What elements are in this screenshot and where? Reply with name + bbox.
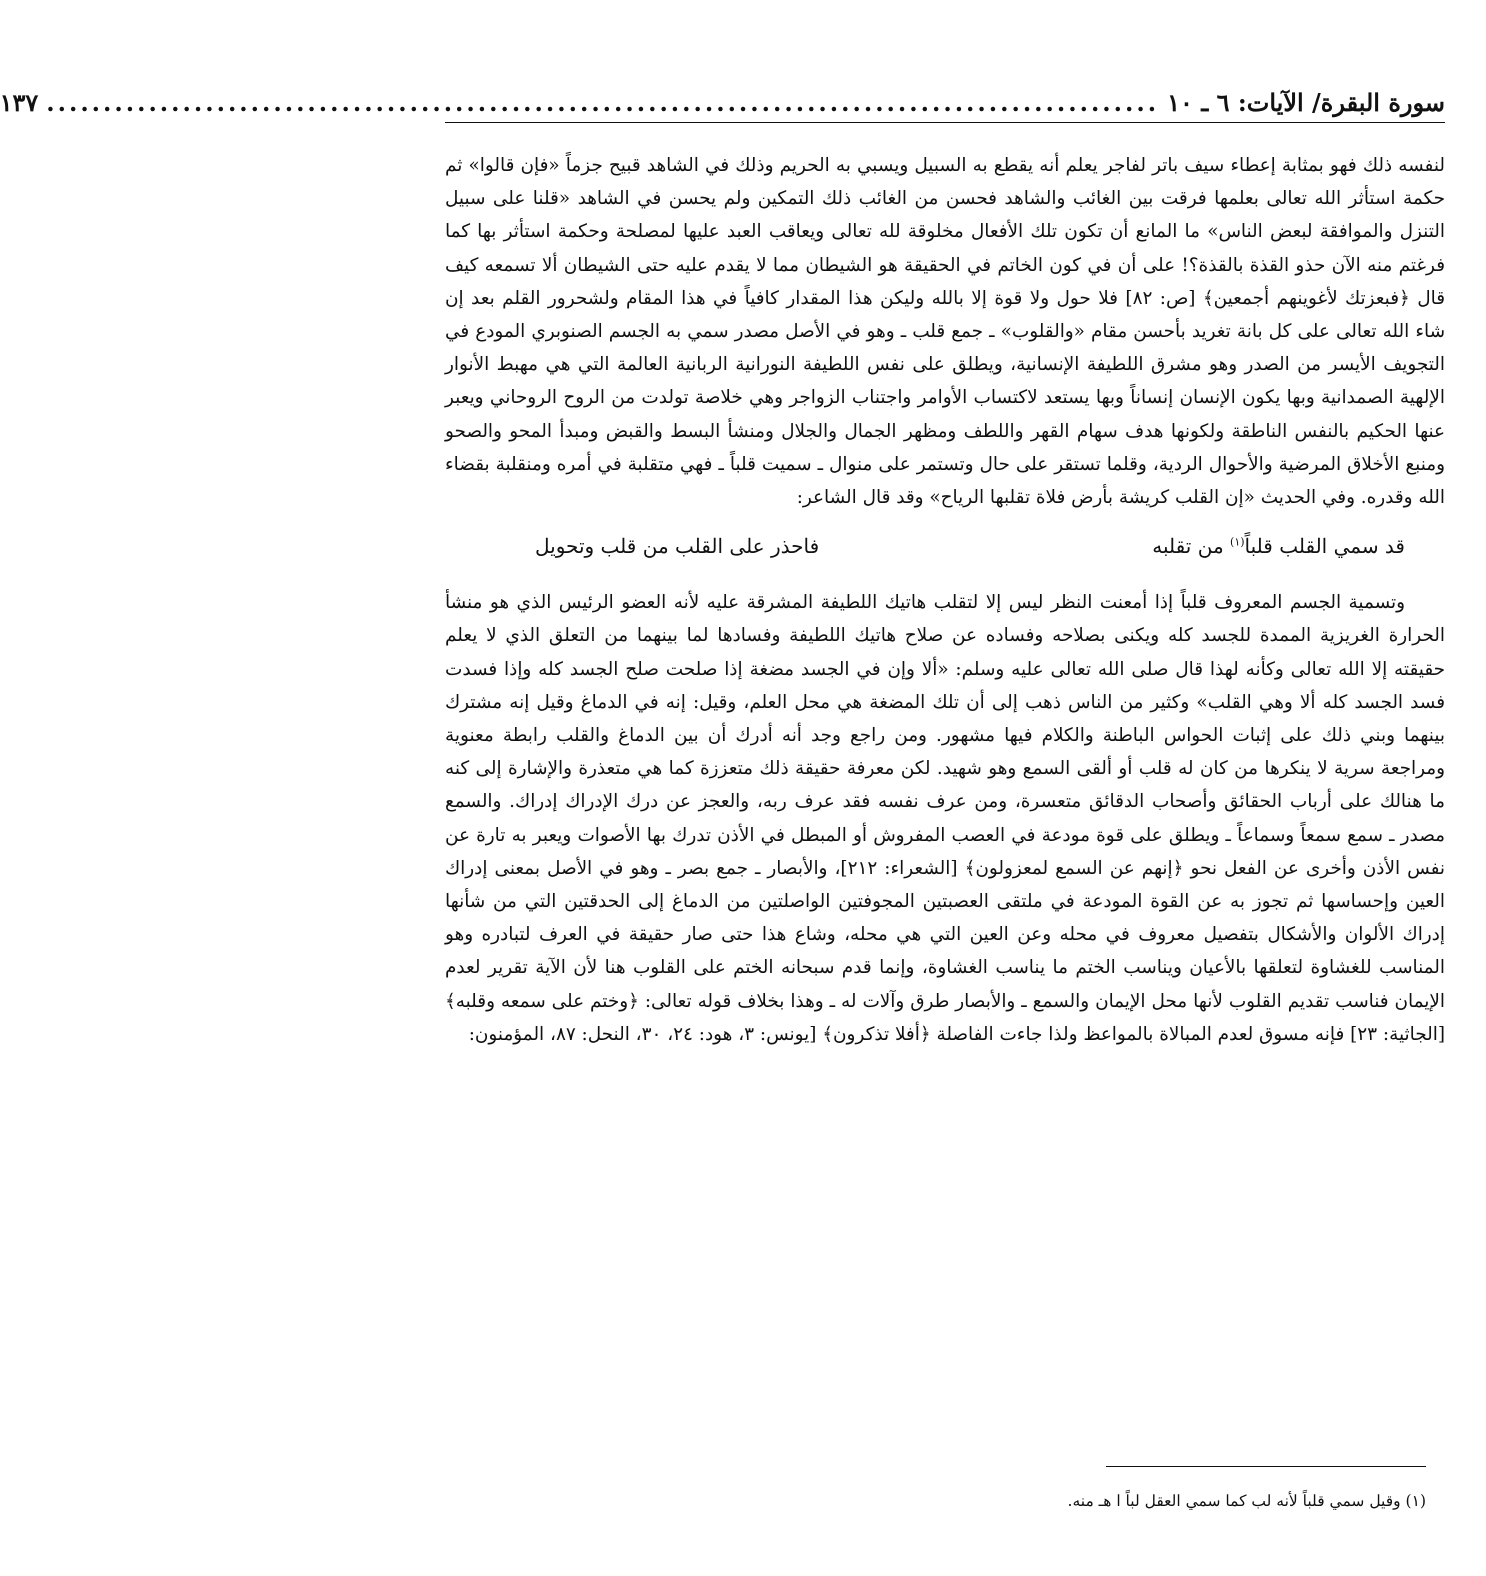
main-text (445, 149, 1445, 1051)
paragraph-1: لنفسه ذلك فهو بمثابة إعطاء سيف باتر لفاجر يعلم أنه يقطع به السبيل ويسبي به الحريم وذلك في الشاهد قبيح جزماً «فإن قالوا» ثم حكمة استأثر الله تعالى بعلمها فرقت بين الغائب والشاهد فحسن من الغائب ذلك التمكين ولم يحسن في الشاهد «قلنا على سبيل التنزل والموافقة لبعض الناس» ما المانع أن تكون تلك الأفعال مخلوقة لله تعالى ويعاقب العبد عليها لمصلحة وحكمة استأثر بها كما فرغتم منه الآن حذو القذة بالقذة؟! على أن في كون الخاتم في الحقيقة هو الشيطان مما لا يقدم عليه حتى الشيطان ألا تسمعه كيف قال ﴿فبعزتك لأغوينهم أجمعين﴾ [ص: ٨٢] فلا حول ولا قوة إلا بالله وليكن هذا المقدار كافياً في هذا المقام ولشحرور القلم بعد إن شاء الله تعالى على كل بانة تغريد بأحسن مقام «والقلوب» ـ جمع قلب ـ وهو في الأصل مصدر سمي به الجسم الصنوبري المودع في التجويف الأيسر من الصدر وهو مشرق اللطيفة الإنسانية، ويطلق على نفس اللطيفة النورانية الربانية العالمة التي هي مهبط الأنوار الإلهية الصمدانية وبها يكون الإنسان إنساناً وبها يستعد لاكتساب الأوامر واجتناب الزواجر وهي خلاصة تولدت من الروح الروحاني ويعبر عنها الحكيم بالنفس الناطقة ولكونها هدف سهام القهر واللطف ومظهر الجمال والجلال ومنشأ البسط والقبض ومبدأ المحو والصحو ومنبع الأخلاق المرضية والأحوال الردية، وقلما تستقر على حال وتستمر على منوال ـ سميت قلباً ـ فهي متقلبة في أمره ومنقلبة بقضاء الله وقدره. وفي الحديث «إن القلب كريشة بأرض فلاة تقلبها الرياح» وقد قال الشاعر: (445, 155, 1445, 509)
footnote: (١) وقيل سمي قلباً لأنه لب كما سمي العقل لباً ا هـ منه. (1067, 1492, 1426, 1510)
footnote-divider (1106, 1466, 1426, 1467)
verse-first-hemistich-part-b: من تقلبه (1152, 533, 1231, 558)
poem-verse (475, 526, 1415, 566)
running-header-title: سورة البقرة/ الآيات: ٦ ـ ١٠ (1167, 87, 1445, 117)
running-header (0, 84, 1445, 123)
leader-dots: .................................................................................................. (46, 87, 1160, 117)
page (0, 84, 1446, 1051)
verse-first-hemistich (1152, 530, 1405, 563)
verse-second-hemistich: فاحذر على القلب من قلب وتحويل (535, 533, 820, 558)
paragraph-2: وتسمية الجسم المعروف قلباً إذا أمعنت النظر ليس إلا لتقلب هاتيك اللطيفة المشرقة عليه لأنه العضو الرئيس الذي هو منشأ الحرارة الغريزية الممدة للجسد كله ويكنى بصلاحه وفساده عن صلاح هاتيك اللطيفة وفسادها لما بينهما من التعلق الذي لا يعلم حقيقته إلا الله تعالى وكأنه لهذا قال صلى الله تعالى عليه وسلم: «ألا وإن في الجسد مضغة إذا صلحت صلح الجسد كله وإذا فسدت فسد الجسد كله ألا وهي القلب» وكثير من الناس ذهب إلى أن تلك المضغة هي محل العلم، وقيل: إنه في الدماغ وقيل إنه مشترك بينهما وبني ذلك على إثبات الحواس الباطنة والكلام فيها مشهور. ومن راجع وجد أنه أدرك أن بين الدماغ والقلب رابطة معنوية ومراجعة سرية لا ينكرها من كان له قلب أو ألقى السمع وهو شهيد. لكن معرفة حقيقة ذلك متعززة كما هي متعذرة والإشارة إلى كنه ما هنالك على أرباب الحقائق وأصحاب الدقائق متعسرة، ومن عرف نفسه فقد عرف ربه، والعجز عن درك الإدراك إدراك. والسمع مصدر ـ سمع سمعاً وسماعاً ـ ويطلق على قوة مودعة في العصب المفروش أو المبطل في الأذن تدرك بها الأصوات ويعبر به تارة عن نفس الأذن وأخرى عن الفعل نحو ﴿إنهم عن السمع لمعزولون﴾ [الشعراء: ٢١٢]، والأبصار ـ جمع بصر ـ وهو في الأصل بمعنى إدراك العين وإحساسها ثم تجوز به عن القوة المودعة في ملتقى العصبتين المجوفتين الواصلتين من الدماغ إلى الحدقتين التي من شأنها إدراك الألوان والأشكال بتفصيل معروف في محله وعن العين التي هي محله، وشاع هذا حتى صار حقيقة في العرف لتبادره وهو المناسب للغشاوة لتعلقها بالأعيان ويناسب الختم ما يناسب الغشاوة، وإنما قدم سبحانه الختم على القلوب هنا لأن الآية تقرير لعدم الإيمان فناسب تقديم القلوب لأنها محل الإيمان والسمع ـ والأبصار طرق وآلات له ـ وهذا بخلاف قوله تعالى: ﴿وختم على سمعه وقلبه﴾ [الجاثية: ٢٣] فإنه مسوق لعدم المبالاة بالمواعظ ولذا جاءت الفاصلة ﴿أفلا تذكرون﴾ [يونس: ٣، هود: ٢٤، ٣٠، النحل: ٨٧، المؤمنون: (445, 592, 1446, 1045)
page-number: ١٣٧ (0, 87, 39, 117)
footnote-marker: (١) (1230, 534, 1245, 548)
verse-first-hemistich-part-a: قد سمي القلب قلباً (1244, 533, 1405, 558)
